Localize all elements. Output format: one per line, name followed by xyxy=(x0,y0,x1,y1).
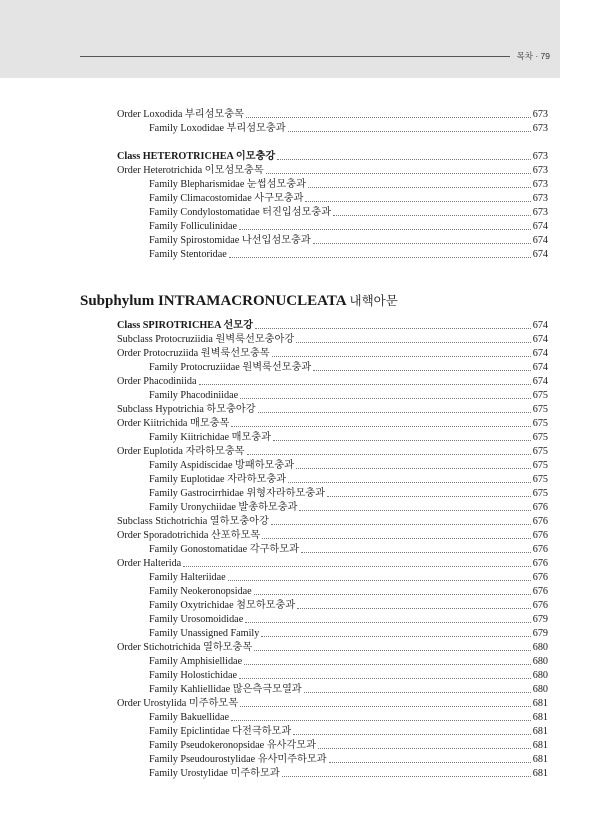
toc-entry-label: Family Blepharismidae 눈썹섬모충과 xyxy=(149,179,306,190)
toc-entry-label: Family Euplotidae 자라하모충과 xyxy=(149,474,287,485)
toc-entry-page: 674 xyxy=(532,348,548,359)
toc-entry-page: 673 xyxy=(532,165,548,176)
toc-entry-label: Family Stentoridae xyxy=(149,249,227,260)
toc-entry-page: 675 xyxy=(532,432,548,443)
header-rule xyxy=(80,56,510,57)
toc-entry xyxy=(0,177,548,191)
toc-leader-dots xyxy=(255,328,531,329)
toc-leader-dots xyxy=(329,762,531,763)
toc-entry-label: Family Urosomoididae xyxy=(149,614,244,625)
toc-leader-dots xyxy=(183,566,531,567)
toc-entry-label: Family Gastrocirrhidae 위형자라하모충과 xyxy=(149,488,326,499)
toc-entry xyxy=(0,542,548,556)
toc-entry xyxy=(0,556,548,570)
toc-entry-page: 675 xyxy=(532,488,548,499)
toc-entry xyxy=(0,486,548,500)
toc-entry xyxy=(0,696,548,710)
toc-entry-label: Order Loxodida 부리섬모충목 xyxy=(117,109,244,120)
toc-entry xyxy=(0,584,548,598)
toc-entry-page: 673 xyxy=(532,179,548,190)
toc-entry xyxy=(0,346,548,360)
toc-entry-label: Class HETEROTRICHEA 이모충강 xyxy=(117,151,276,162)
toc-entry-label: Order Sporadotrichida 산포하모목 xyxy=(117,530,261,541)
toc-leader-dots xyxy=(327,496,531,497)
toc-entry-label: Subclass Hypotrichia 하모충아강 xyxy=(117,404,256,415)
toc-entry-page: 674 xyxy=(532,249,548,260)
toc-entry-page: 674 xyxy=(532,334,548,345)
toc-entry xyxy=(0,233,548,247)
toc-leader-dots xyxy=(247,454,531,455)
toc-entry-label: Family Spirostomidae 나선입섬모충과 xyxy=(149,235,311,246)
toc-entry xyxy=(0,247,548,261)
toc-entry xyxy=(0,332,548,346)
toc-entry-label: Family Neokeronopsidae xyxy=(149,586,252,597)
toc-leader-dots xyxy=(229,257,531,258)
toc-entry xyxy=(0,430,548,444)
toc-leader-dots xyxy=(240,398,531,399)
toc-entry-label: Family Climacostomidae 사구모충과 xyxy=(149,193,304,204)
toc-entry xyxy=(0,205,548,219)
toc-entry-label: Subclass Protocruziidia 원벽룩선모충아강 xyxy=(117,334,295,345)
toc-entry-label: Order Stichotrichida 열하모충목 xyxy=(117,642,253,653)
toc-entry-label: Family Loxodidae 부리섬모충과 xyxy=(149,123,286,134)
toc-entry xyxy=(0,458,548,472)
toc-entry xyxy=(0,500,548,514)
toc-entry-page: 673 xyxy=(532,193,548,204)
toc-entry xyxy=(0,402,548,416)
toc-entry-page: 676 xyxy=(532,586,548,597)
toc-entry-page: 674 xyxy=(532,362,548,373)
toc-entry-page: 676 xyxy=(532,558,548,569)
toc-leader-dots xyxy=(239,229,531,230)
toc-entry-label: Family Oxytrichidae 첨모하모충과 xyxy=(149,600,296,611)
toc-leader-dots xyxy=(293,734,530,735)
toc-entry-label: Family Kiitrichidae 매모충과 xyxy=(149,432,271,443)
toc-entry-page: 673 xyxy=(532,123,548,134)
toc-leader-dots xyxy=(246,117,531,118)
toc-entry-label: Order Halterida xyxy=(117,558,182,569)
toc-entry xyxy=(0,710,548,724)
toc-entry-label: Family Unassigned Family xyxy=(149,628,260,639)
toc-entry-page: 676 xyxy=(532,600,548,611)
toc-entry xyxy=(0,514,548,528)
toc-entry-page: 675 xyxy=(532,474,548,485)
toc-entry-label: Order Urostylida 미주하모목 xyxy=(117,698,239,709)
toc-entry-page: 675 xyxy=(532,446,548,457)
toc-leader-dots xyxy=(305,201,530,202)
toc-entry-label: Family Holostichidae xyxy=(149,670,237,681)
toc-leader-dots xyxy=(254,594,531,595)
toc-entry-page: 680 xyxy=(532,684,548,695)
toc-entry xyxy=(0,626,548,640)
toc-leader-dots xyxy=(308,187,531,188)
toc-leader-dots xyxy=(254,650,531,651)
toc-leader-dots xyxy=(333,215,531,216)
section-heading-korean: 내핵아문 xyxy=(349,294,398,308)
toc-entry-label: Family Aspidiscidae 방패하모충과 xyxy=(149,460,295,471)
toc-entry xyxy=(0,374,548,388)
toc-leader-dots xyxy=(239,678,531,679)
toc-entry xyxy=(0,219,548,233)
toc-entry xyxy=(0,107,548,121)
toc-entry xyxy=(0,640,548,654)
toc-entry-page: 673 xyxy=(532,207,548,218)
toc-entry xyxy=(0,766,548,780)
toc-entry xyxy=(0,444,548,458)
toc-leader-dots xyxy=(244,664,531,665)
toc-entry xyxy=(0,163,548,177)
toc-entry-page: 680 xyxy=(532,642,548,653)
toc-entry-page: 676 xyxy=(532,544,548,555)
toc-leader-dots xyxy=(282,776,531,777)
toc-leader-dots xyxy=(231,720,531,721)
toc-entry xyxy=(0,360,548,374)
toc-leader-dots xyxy=(304,692,531,693)
toc-leader-dots xyxy=(301,552,531,553)
toc-leader-dots xyxy=(277,159,530,160)
toc-leader-dots xyxy=(245,622,530,623)
toc-entry-label: Family Urostylidae 미주하모과 xyxy=(149,768,280,779)
toc-leader-dots xyxy=(240,706,531,707)
toc-entry xyxy=(0,570,548,584)
toc-leader-dots xyxy=(231,426,530,427)
toc-entry-page: 679 xyxy=(532,614,548,625)
toc-entry xyxy=(0,598,548,612)
toc-leader-dots xyxy=(318,748,531,749)
toc-entry xyxy=(0,191,548,205)
toc-leader-dots xyxy=(313,243,531,244)
toc-entry-page: 675 xyxy=(532,460,548,471)
toc-entry-label: Order Protocruziida 원벽룩선모충목 xyxy=(117,348,270,359)
toc-leader-dots xyxy=(299,510,530,511)
toc-entry xyxy=(0,472,548,486)
section-heading xyxy=(80,291,398,310)
toc-entry-page: 679 xyxy=(532,628,548,639)
toc-entry-page: 673 xyxy=(532,151,548,162)
toc-entry-label: Family Amphisiellidae xyxy=(149,656,243,667)
toc-leader-dots xyxy=(262,538,531,539)
toc-leader-dots xyxy=(313,370,530,371)
toc-entry xyxy=(0,752,548,766)
toc-leader-dots xyxy=(261,636,530,637)
toc-entry xyxy=(0,682,548,696)
toc-leader-dots xyxy=(288,131,531,132)
toc-entry-label: Family Uronychiidae 발총하모충과 xyxy=(149,502,298,513)
toc-entry-label: Family Pseudokeronopsidae 유사각모과 xyxy=(149,740,316,751)
toc-leader-dots xyxy=(297,608,531,609)
toc-entry xyxy=(0,738,548,752)
toc-entry-page: 673 xyxy=(532,109,548,120)
toc-leader-dots xyxy=(199,384,531,385)
toc-entry-page: 674 xyxy=(532,221,548,232)
toc-entry-page: 681 xyxy=(532,698,548,709)
toc-entry xyxy=(0,654,548,668)
toc-entry-label: Order Kiitrichida 매모충목 xyxy=(117,418,230,429)
toc-entry-page: 681 xyxy=(532,740,548,751)
toc-entry xyxy=(0,668,548,682)
toc-leader-dots xyxy=(273,440,531,441)
toc-entry xyxy=(0,318,548,332)
toc-entry-page: 676 xyxy=(532,516,548,527)
toc-leader-dots xyxy=(258,412,531,413)
toc-entry-label: Family Folliculinidae xyxy=(149,221,238,232)
toc-entry-label: Subclass Stichotrichia 열하모충아강 xyxy=(117,516,269,527)
toc-entry-label: Family Gonostomatidae 각구하모과 xyxy=(149,544,299,555)
toc-entry-label: Family Kahliellidae 많은측극모열과 xyxy=(149,684,302,695)
toc-entry xyxy=(0,149,548,163)
section-heading-title: Subphylum INTRAMACRONUCLEATA xyxy=(80,293,346,309)
toc-entry-page: 681 xyxy=(532,768,548,779)
toc-entry xyxy=(0,724,548,738)
toc-entry-page: 681 xyxy=(532,726,548,737)
toc-entry-page: 676 xyxy=(532,530,548,541)
toc-entry-page: 675 xyxy=(532,418,548,429)
toc-entry xyxy=(0,612,548,626)
toc-entry-page: 676 xyxy=(532,502,548,513)
toc-entry xyxy=(0,528,548,542)
toc-entry xyxy=(0,416,548,430)
toc-leader-dots xyxy=(271,524,531,525)
toc-leader-dots xyxy=(296,468,531,469)
toc-entry-label: Class SPIROTRICHEA 선모강 xyxy=(117,320,253,331)
toc-entry-page: 680 xyxy=(532,656,548,667)
toc-entry-page: 675 xyxy=(532,390,548,401)
toc-entry-label: Family Bakuellidae xyxy=(149,712,230,723)
toc-entry-page: 674 xyxy=(532,235,548,246)
toc-entry xyxy=(0,388,548,402)
toc-entry-page: 675 xyxy=(532,404,548,415)
toc-entry-label: Order Euplotida 자라하모충목 xyxy=(117,446,245,457)
toc-entry-page: 680 xyxy=(532,670,548,681)
toc-leader-dots xyxy=(272,356,531,357)
toc-entry-label: Family Condylostomatidae 터진입섬모충과 xyxy=(149,207,332,218)
toc-entry-label: Order Phacodiniida xyxy=(117,376,197,387)
toc-entry-label: Family Epiclintidae 다전극하모과 xyxy=(149,726,292,737)
toc-entry-page: 681 xyxy=(532,712,548,723)
toc-entry-label: Family Pseudourostylidae 유사미주하모과 xyxy=(149,754,327,765)
toc-entry xyxy=(0,121,548,135)
toc-leader-dots xyxy=(228,580,531,581)
toc-entry-label: Family Protocruziidae 원벽룩선모충과 xyxy=(149,362,312,373)
toc-leader-dots xyxy=(266,173,531,174)
toc-leader-dots xyxy=(288,482,531,483)
toc-entry-label: Order Heterotrichida 이모섬모충목 xyxy=(117,165,264,176)
toc-entry-label: Family Phacodiniidae xyxy=(149,390,239,401)
running-header: 목차 · 79 xyxy=(516,51,550,61)
toc-entry-page: 674 xyxy=(532,376,548,387)
header-band xyxy=(0,0,560,78)
toc-entry-page: 676 xyxy=(532,572,548,583)
toc-entry-label: Family Halteriidae xyxy=(149,572,226,583)
toc-leader-dots xyxy=(296,342,531,343)
toc-entry-page: 681 xyxy=(532,754,548,765)
toc-entry-page: 674 xyxy=(532,320,548,331)
